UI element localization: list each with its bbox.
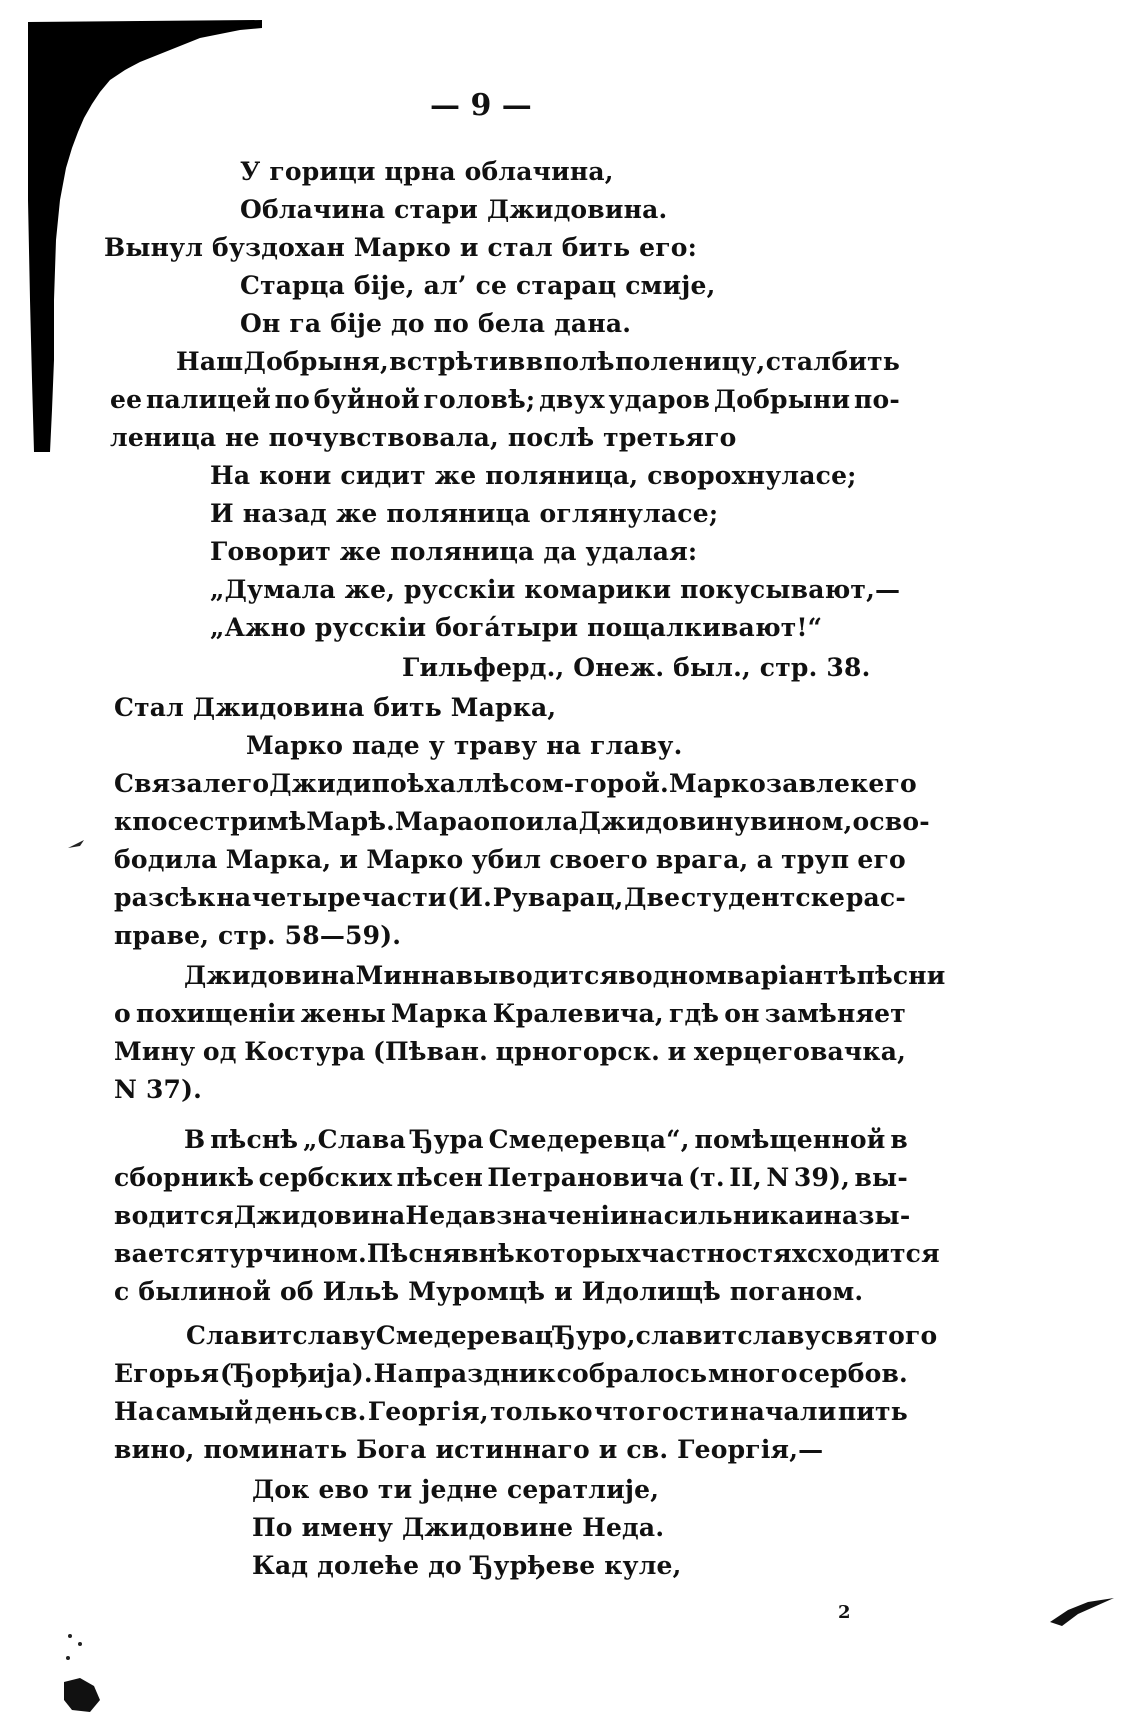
prose-line: о похищеніи жены Марка Кралевича, гдѣ он замѣняет [114,999,906,1028]
prose-line: леница не почувствовала, послѣ третьяго [110,423,737,452]
verse-line: „Ажно русскіи богáтыри пощалкивают!“ [210,613,823,642]
prose-line: На самый день св. Георгія, только что гости начали пить [114,1397,908,1426]
verse-line: У горици црна облачина, [240,157,614,186]
verse-line: Облачина стари Джидовина. [240,195,668,224]
prose-line: вается турчином. Пѣсня в нѣкоторых частностях сходится [114,1239,940,1268]
prose-line: вино, поминать Бога истиннаго и св. Георгія,— [114,1435,824,1464]
verse-line: „Думала же, русскіи комарики покусывают,— [210,575,901,604]
prose-line: Мину од Костура (Пѣван. црногорск. и херцеговачка, [114,1037,906,1066]
prose-line: с былиной об Ильѣ Муромцѣ и Идолищѣ поганом. [114,1277,864,1306]
ink-blot-bottom-left [60,1630,110,1720]
prose-line: Вынул буздохан Марко и стал бить его: [104,233,698,262]
prose-line: Славит славу Смедеревац Ђуро, славит славу святого [186,1321,938,1350]
verse-line: Он га біје до по бела дана. [240,309,632,338]
signature-mark: 2 [838,1602,851,1623]
prose-line: бодила Марка, и Марко убил своего врага, а труп его [114,845,906,874]
prose-line: N 37). [114,1075,203,1104]
prose-line: водится Джидовина Неда в значеніи насильника и назы- [114,1201,911,1230]
prose-line: разсѣк на четыре части (И. Руварац, Две студентске рас- [114,883,906,912]
verse-line: По имену Джидовине Неда. [252,1513,665,1542]
verse-line: На кони сидит же поляница, сворохнуласе; [210,461,857,490]
prose-line: ее палицей по буйной головѣ; двух ударов Добрыни по- [110,385,900,414]
prose-line: Связал его Джид и поѣхал лѣсом-горой. Марко завлек его [114,769,917,798]
prose-line: Егорья (Ђорђија). На праздник собралось много сербов. [114,1359,908,1388]
prose-line: Стал Джидовина бить Марка, [114,693,557,722]
verse-line: Старца біје, ал’ се старац смије, [240,271,716,300]
prose-line: к посестримѣ Марѣ. Мара опоила Джидовину вином, осво- [114,807,930,836]
citation: Гильферд., Онеж. был., стр. 38. [402,653,871,682]
prose-line: Наш Добрыня, встрѣтив в полѣ поленицу, стал бить [176,347,900,376]
verse-line: Говорит же поляница да удалая: [210,537,698,566]
verse-line: Кад долеће до Ђурђеве куле, [252,1551,682,1580]
verse-line: И назад же поляница оглянуласе; [210,499,719,528]
ink-mark-left [66,838,88,852]
ink-blot-right [1048,1592,1118,1632]
prose-line: сборникѣ сербских пѣсен Петрановича (т. II, N 39), вы- [114,1163,908,1192]
page-number: — 9 — [430,88,532,123]
prose-line: праве, стр. 58—59). [114,921,402,950]
prose-line: Джидовина Минна выводится в одном варіантѣ пѣсни [184,961,946,990]
verse-line: Док ево ти једне сератлије, [252,1475,660,1504]
verse-line: Марко паде у траву на главу. [246,731,683,760]
prose-line: В пѣснѣ „Слава Ђура Смедеревца“, помѣщенной в [184,1125,908,1154]
